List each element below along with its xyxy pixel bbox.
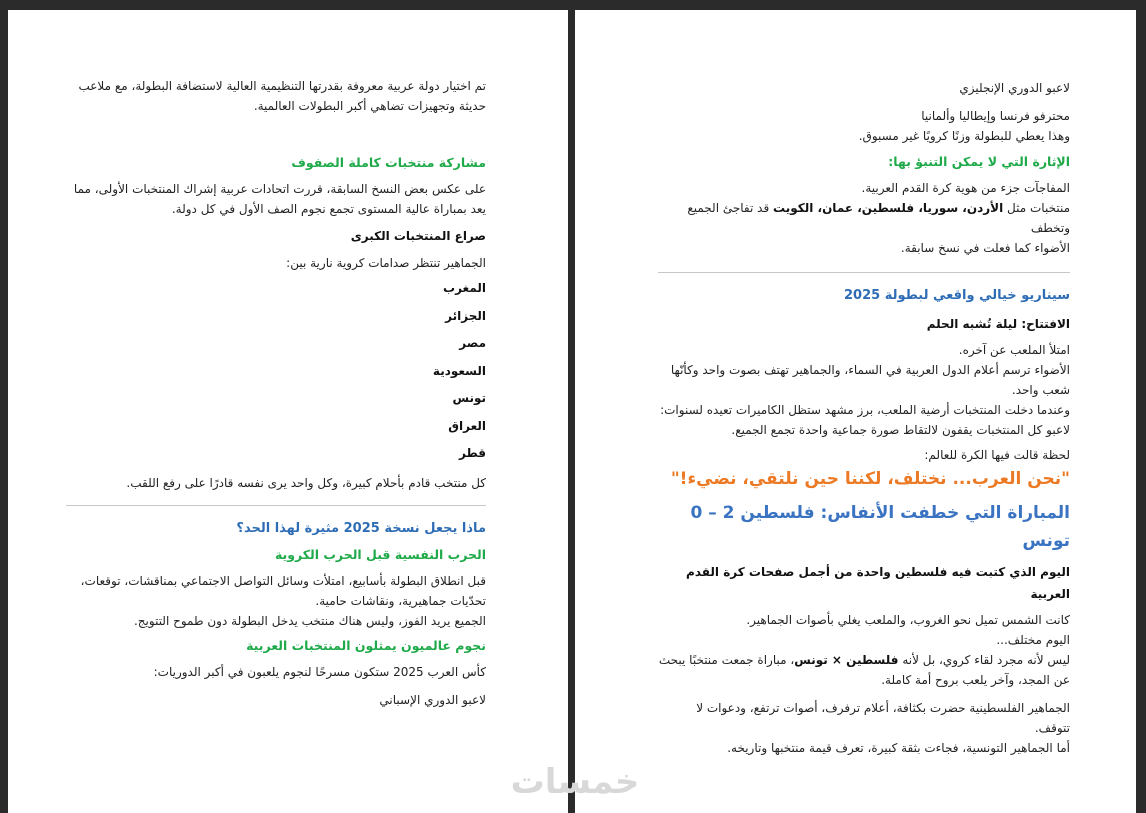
country-item: تونس	[452, 391, 486, 405]
match-paragraph: كانت الشمس تميل نحو الغروب، والملعب يغلي بأصوات الجماهير.	[746, 613, 1070, 627]
opening-paragraph: امتلأ الملعب عن آخره.	[958, 343, 1070, 357]
country-item: الجزائر	[445, 308, 486, 323]
section-divider	[66, 505, 486, 506]
quote: "نحن العرب... نختلف، لكننا حين نلتقي، نضيء!"	[670, 469, 1070, 489]
match-paragraph	[658, 650, 1070, 670]
match-text: ، مباراة جمعت منتخبًا يبحث	[658, 653, 795, 667]
country-item: قطر	[458, 446, 486, 460]
players-line: لاعبو الدوري الإنجليزي	[959, 81, 1070, 95]
stars-list-item: لاعبو الدوري الإسباني	[379, 692, 486, 707]
fans-paragraph: تتوقف.	[1034, 721, 1070, 735]
match-highlight: فلسطين × تونس	[794, 653, 899, 667]
full-teams-paragraph: يعد بمباراة عالية المستوى تجمع نجوم الصف الأول في كل دولة.	[171, 202, 486, 216]
country-item: مصر	[459, 336, 486, 350]
players-line: محترفو فرنسا وإيطاليا وألمانيا	[921, 109, 1070, 123]
fans-paragraph: أما الجماهير التونسية، فجاءت بثقة كبيرة، تعرف قيمة منتخبها وتاريخه.	[727, 741, 1070, 755]
page-right-content	[658, 78, 1070, 758]
full-teams-paragraph: على عكس بعض النسخ السابقة، قررت اتحادات عربية إشراك المنتخبات الأولى، مما	[73, 182, 486, 196]
document-page-left	[8, 10, 568, 813]
opening-paragraph: لاعبو كل المنتخبات يقفون لالتقاط صورة جماعية واحدة تجمع الجميع.	[731, 423, 1070, 437]
page-left-content	[66, 76, 486, 710]
full-teams-heading: مشاركة منتخبات كاملة الصفوف	[291, 155, 486, 170]
psych-heading: الحرب النفسية قبل الحرب الكروية	[274, 546, 486, 562]
psych-paragraph: قبل انطلاق البطولة بأسابيع، امتلأت وسائل التواصل الاجتماعي بمناقشات، توقعات،	[80, 573, 486, 588]
match-paragraph: عن المجد، وآخر يلعب بروح أمة كاملة.	[881, 673, 1070, 687]
khamsat-watermark: خمسات	[510, 762, 640, 802]
players-line: وهذا يعطي للبطولة وزنًا كرويًا غير مسبوق.	[858, 129, 1070, 143]
scenario-heading: سيناريو خيالي واقعي لبطولة 2025	[844, 288, 1070, 303]
excitement-paragraph: الأضواء كما فعلت في نسخ سابقة.	[900, 241, 1070, 255]
opening-paragraph: الأضواء ترسم أعلام الدول العربية في السماء، والجماهير تهتف بصوت واحد وكأنّها	[670, 363, 1070, 377]
match-paragraph: اليوم مختلف...	[996, 633, 1070, 647]
match-text: ليس لأنه مجرد لقاء كروي، بل لأنه	[898, 653, 1070, 667]
psych-paragraph: الجميع يريد الفوز، وليس هناك منتخب يدخل البطولة دون طموح التتويج.	[133, 613, 486, 628]
excitement-paragraph: المفاجآت جزء من هوية كرة القدم العربية.	[861, 181, 1070, 195]
country-item: المغرب	[443, 281, 486, 295]
excitement-text: قد تفاجئ الجميع وتخطف	[687, 201, 1070, 235]
match-heading: المباراة التي خطفت الأنفاس: فلسطين 2 – 0 تونس	[690, 503, 1070, 551]
excitement-text: منتخبات مثل	[1003, 201, 1070, 215]
opening-paragraph: وعندما دخلت المنتخبات أرضية الملعب، برز مشهد ستظل الكاميرات تعيده لسنوات:	[660, 403, 1070, 417]
excitement-heading: الإثارة التي لا يمكن التنبؤ بها:	[888, 154, 1070, 169]
stars-heading: نجوم عالميون يمثلون المنتخبات العربية	[246, 637, 486, 653]
document-page-right	[575, 10, 1136, 813]
excitement-paragraph	[658, 198, 1070, 238]
psych-paragraph: تحدّيات جماهيرية، ونقاشات حامية.	[315, 593, 486, 608]
clash-outro: كل منتخب قادم بأحلام كبيرة، وكل واحد يرى نفسه قادرًا على رفع اللقب.	[126, 475, 486, 490]
match-subheading: اليوم الذي كتبت فيه فلسطين واحدة من أجمل صفحات كرة القدم العربية	[686, 565, 1070, 601]
moment-line: لحظة قالت فيها الكرة للعالم:	[924, 448, 1070, 462]
stars-paragraph: كأس العرب 2025 ستكون مسرحًا لنجوم يلعبون في أكبر الدوريات:	[153, 664, 486, 679]
intro-line: حديثة وتجهيزات تضاهي أكبر البطولات العالمية.	[253, 99, 486, 113]
why-heading: ماذا يجعل نسخة 2025 مثيرة لهذا الحد؟	[236, 520, 486, 536]
country-item: العراق	[448, 418, 486, 433]
opening-paragraph: شعب واحد.	[1011, 383, 1070, 397]
clash-heading: صراع المنتخبات الكبرى	[350, 229, 486, 243]
opening-heading: الافتتاح: ليلة تُشبه الحلم	[926, 317, 1070, 331]
teams-highlight: الأردن، سوريا، فلسطين، عمان، الكويت	[773, 201, 1004, 215]
clash-intro: الجماهير تنتظر صدامات كروية نارية بين:	[286, 256, 486, 270]
fans-paragraph: الجماهير الفلسطينية حضرت بكثافة، أعلام ترفرف، أصوات ترتفع، ودعوات لا	[696, 701, 1070, 715]
section-divider	[658, 272, 1070, 273]
country-item: السعودية	[432, 363, 486, 378]
intro-line: تم اختيار دولة عربية معروفة بقدرتها التنظيمية العالية لاستضافة البطولة، مع ملاعب	[78, 79, 486, 93]
